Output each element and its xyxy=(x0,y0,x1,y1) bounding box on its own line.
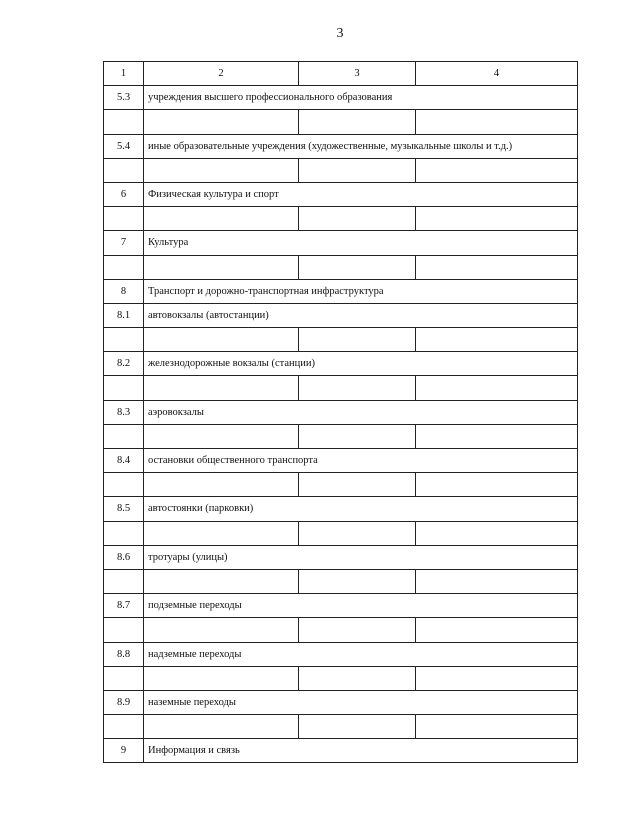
section-title: подземные переходы xyxy=(144,594,578,618)
section-number: 5.4 xyxy=(104,134,144,158)
header-col-4: 4 xyxy=(416,62,578,86)
blank-cell xyxy=(416,569,578,593)
section-number: 8.5 xyxy=(104,497,144,521)
blank-cell xyxy=(104,666,144,690)
section-row xyxy=(104,303,578,327)
blank-row xyxy=(104,207,578,231)
section-number: 8.8 xyxy=(104,642,144,666)
section-number: 8.7 xyxy=(104,594,144,618)
blank-cell xyxy=(299,110,416,134)
section-row xyxy=(104,400,578,424)
blank-cell xyxy=(104,569,144,593)
section-title: железнодорожные вокзалы (станции) xyxy=(144,352,578,376)
blank-cell xyxy=(144,424,299,448)
blank-cell xyxy=(144,569,299,593)
blank-row xyxy=(104,110,578,134)
section-number: 8.6 xyxy=(104,545,144,569)
section-row xyxy=(104,134,578,158)
section-title: Физическая культура и спорт xyxy=(144,182,578,206)
section-title: аэровокзалы xyxy=(144,400,578,424)
blank-cell xyxy=(299,328,416,352)
section-row xyxy=(104,497,578,521)
blank-row xyxy=(104,376,578,400)
section-number: 7 xyxy=(104,231,144,255)
section-number: 9 xyxy=(104,739,144,763)
blank-cell xyxy=(104,255,144,279)
blank-cell xyxy=(144,521,299,545)
blank-cell xyxy=(104,207,144,231)
section-title: остановки общественного транспорта xyxy=(144,449,578,473)
blank-cell xyxy=(144,255,299,279)
blank-cell xyxy=(416,424,578,448)
section-row xyxy=(104,182,578,206)
blank-cell xyxy=(144,158,299,182)
blank-cell xyxy=(299,715,416,739)
blank-cell xyxy=(299,255,416,279)
blank-cell xyxy=(104,158,144,182)
blank-cell xyxy=(104,328,144,352)
blank-row xyxy=(104,521,578,545)
section-title: учреждения высшего профессионального образования xyxy=(144,86,578,110)
blank-cell xyxy=(416,618,578,642)
section-title: автовокзалы (автостанции) xyxy=(144,303,578,327)
section-title: иные образовательные учреждения (художественные, музыкальные школы и т.д.) xyxy=(144,134,578,158)
blank-cell xyxy=(299,473,416,497)
section-row xyxy=(104,690,578,714)
blank-cell xyxy=(144,666,299,690)
header-col-2: 2 xyxy=(144,62,299,86)
section-number: 8.2 xyxy=(104,352,144,376)
section-title: наземные переходы xyxy=(144,690,578,714)
blank-cell xyxy=(416,376,578,400)
blank-row xyxy=(104,158,578,182)
section-row xyxy=(104,86,578,110)
section-number: 8.4 xyxy=(104,449,144,473)
blank-row xyxy=(104,569,578,593)
section-number: 8.9 xyxy=(104,690,144,714)
blank-cell xyxy=(416,207,578,231)
section-row xyxy=(104,594,578,618)
blank-row xyxy=(104,618,578,642)
section-row xyxy=(104,449,578,473)
header-col-1: 1 xyxy=(104,62,144,86)
blank-cell xyxy=(144,207,299,231)
section-number: 8 xyxy=(104,279,144,303)
section-row xyxy=(104,545,578,569)
blank-cell xyxy=(104,473,144,497)
blank-cell xyxy=(416,255,578,279)
table-body xyxy=(104,62,578,763)
blank-row xyxy=(104,715,578,739)
blank-cell xyxy=(104,618,144,642)
blank-cell xyxy=(144,110,299,134)
section-row xyxy=(104,739,578,763)
blank-cell xyxy=(104,424,144,448)
section-title: тротуары (улицы) xyxy=(144,545,578,569)
blank-cell xyxy=(416,158,578,182)
section-number: 8.3 xyxy=(104,400,144,424)
blank-row xyxy=(104,255,578,279)
blank-cell xyxy=(416,110,578,134)
blank-cell xyxy=(299,424,416,448)
blank-row xyxy=(104,666,578,690)
blank-cell xyxy=(144,376,299,400)
blank-cell xyxy=(104,376,144,400)
blank-row xyxy=(104,473,578,497)
blank-cell xyxy=(104,715,144,739)
section-title: Культура xyxy=(144,231,578,255)
section-title: автостоянки (парковки) xyxy=(144,497,578,521)
blank-cell xyxy=(144,618,299,642)
blank-cell xyxy=(299,569,416,593)
section-number: 5.3 xyxy=(104,86,144,110)
section-row xyxy=(104,352,578,376)
blank-cell xyxy=(416,666,578,690)
blank-cell xyxy=(416,473,578,497)
blank-cell xyxy=(299,521,416,545)
section-number: 6 xyxy=(104,182,144,206)
section-title: Информация и связь xyxy=(144,739,578,763)
header-col-3: 3 xyxy=(299,62,416,86)
blank-cell xyxy=(299,618,416,642)
blank-cell xyxy=(299,666,416,690)
blank-row xyxy=(104,424,578,448)
section-row xyxy=(104,642,578,666)
blank-cell xyxy=(144,473,299,497)
blank-cell xyxy=(299,207,416,231)
blank-cell xyxy=(104,110,144,134)
blank-cell xyxy=(299,376,416,400)
section-row xyxy=(104,231,578,255)
page-number: 3 xyxy=(336,26,344,41)
blank-cell xyxy=(416,328,578,352)
section-number: 8.1 xyxy=(104,303,144,327)
section-title: надземные переходы xyxy=(144,642,578,666)
facilities-table xyxy=(103,61,578,763)
section-title: Транспорт и дорожно-транспортная инфраструктура xyxy=(144,279,578,303)
blank-cell xyxy=(104,521,144,545)
blank-cell xyxy=(416,715,578,739)
blank-cell xyxy=(144,328,299,352)
blank-cell xyxy=(416,521,578,545)
blank-cell xyxy=(299,158,416,182)
blank-row xyxy=(104,328,578,352)
blank-cell xyxy=(144,715,299,739)
section-row xyxy=(104,279,578,303)
table-header-row xyxy=(104,62,578,86)
